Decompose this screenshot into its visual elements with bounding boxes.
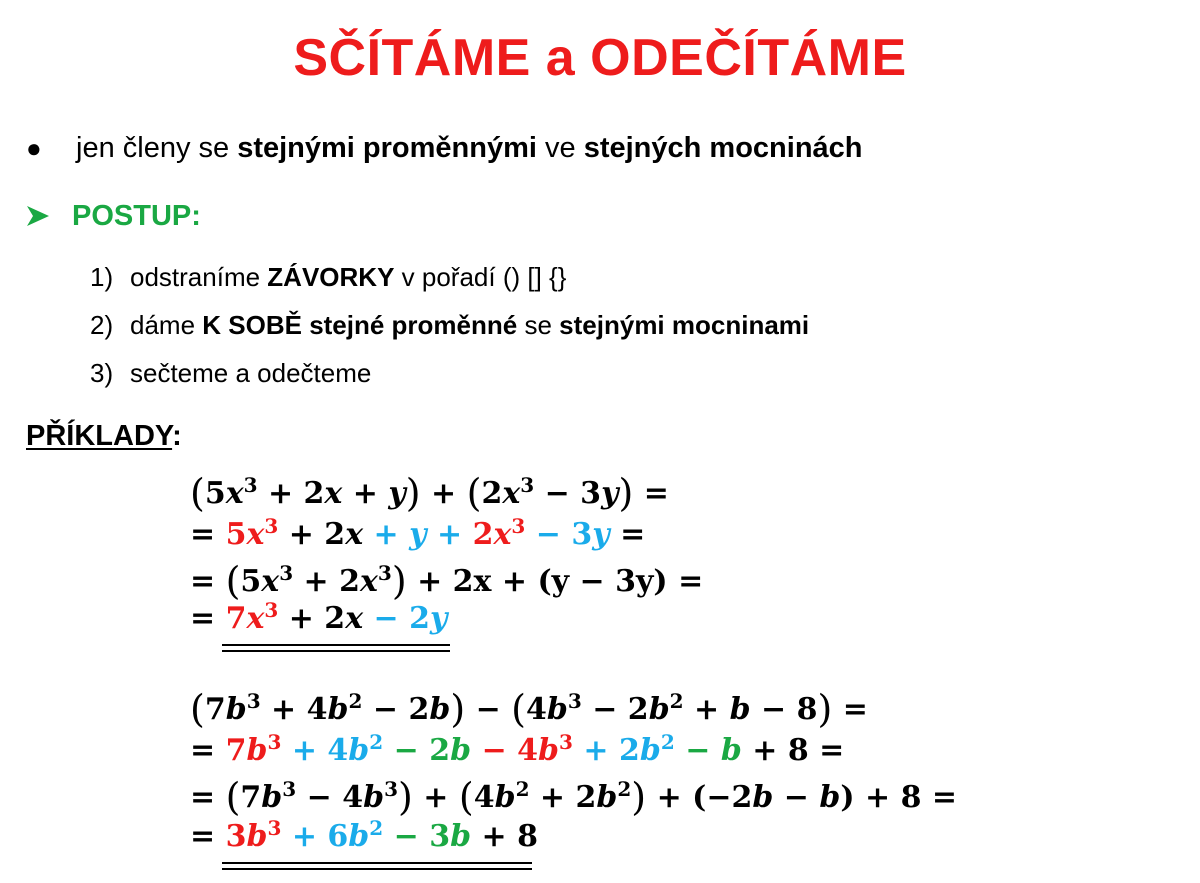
step-2 — [90, 310, 809, 341]
examples-label: PŘÍKLADY — [26, 420, 173, 452]
step-1 — [90, 262, 566, 293]
bullet-bold-2: stejných mocninách — [583, 132, 863, 164]
example-1-line-1: $(5x^3 + 2x + y) + (2x^3 - 3y)$ = — [190, 471, 669, 515]
step-number: 3) — [90, 358, 114, 388]
bullet-bold-1: stejnými proměnnými — [237, 132, 537, 164]
step-bold: K SOBĚ — [202, 310, 302, 340]
examples-heading — [26, 420, 182, 453]
examples-colon: : — [172, 420, 182, 452]
page-title: SČÍTÁME a ODEČÍTÁME — [293, 29, 907, 87]
postup-label: POSTUP: — [72, 200, 201, 232]
step-bold: stejné proměnné — [309, 310, 518, 340]
example-1-line-3: = $(5x^3 + 2x^3) + 2x + (y - 3y)$ = — [190, 559, 704, 603]
step-text: v pořadí () [] {} — [394, 262, 567, 292]
step-bold: ZÁVORKY — [267, 262, 395, 292]
step-text: odstraníme — [130, 262, 268, 292]
example-2-line-2: = $7b^3 + 4b^2 - 2b - 4b^3 + 2b^2 - b + 8$ = — [190, 730, 845, 768]
bullet-text-1: jen členy se — [76, 132, 238, 164]
example-1-line-2: = $5x^3 + 2x + y + 2x^3 - 3y$ = — [190, 514, 646, 552]
postup-heading — [26, 200, 201, 233]
bullet-text-2: ve — [536, 132, 584, 164]
step-3 — [90, 358, 371, 389]
example-1-result: = $7x^3 + 2x - 2y$ — [190, 598, 448, 636]
bullet-rule — [26, 132, 863, 165]
step-number: 2) — [90, 310, 114, 340]
step-number: 1) — [90, 262, 114, 292]
double-underline-top — [222, 644, 450, 646]
double-underline-bottom — [222, 868, 532, 870]
step-text: se — [517, 310, 560, 340]
double-underline-top — [222, 862, 532, 864]
bullet-dot-icon: ● — [26, 133, 42, 163]
example-2-line-3: = $(7b^3 - 4b^3) + (4b^2 + 2b^2) + (-2b - b) + 8$ = — [190, 775, 958, 819]
arrow-right-icon — [26, 200, 72, 233]
example-2-result: = $3b^3 + 6b^2 - 3b + 8$ — [190, 816, 539, 854]
double-underline-bottom — [222, 650, 450, 652]
step-text: dáme — [130, 310, 203, 340]
step-bold: stejnými mocninami — [559, 310, 810, 340]
example-2-line-1: $(7b^3 + 4b^2 - 2b) - (4b^3 - 2b^2 + b - 8)$ = — [190, 687, 868, 731]
step-text: sečteme a odečteme — [130, 358, 372, 388]
